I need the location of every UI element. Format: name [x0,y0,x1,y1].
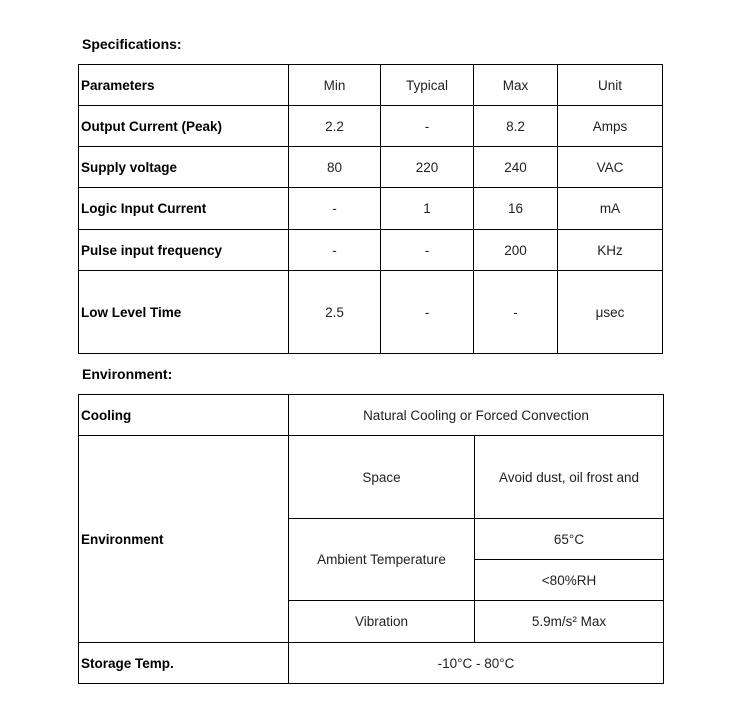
cell-unit: μsec [558,271,663,354]
row-label: Pulse input frequency [79,230,289,271]
table-row [79,147,663,188]
space-value: Avoid dust, oil frost and [475,436,664,519]
cell-max: 16 [474,188,558,230]
cell-unit: VAC [558,147,663,188]
cell-typical: - [381,230,474,271]
table-header-row [79,65,663,106]
table-row [79,271,663,354]
table-row [79,230,663,271]
cell-max: 200 [474,230,558,271]
row-label: Low Level Time [79,271,289,354]
row-label: Output Current (Peak) [79,106,289,147]
cell-unit: Amps [558,106,663,147]
cell-min: 2.2 [289,106,381,147]
vibration-value: 5.9m/s² Max [475,601,664,643]
cooling-row [79,395,664,436]
cell-min: 80 [289,147,381,188]
cell-typical: - [381,106,474,147]
ambient-humidity-value: <80%RH [475,560,664,601]
cell-max: 240 [474,147,558,188]
specifications-table [78,64,663,354]
vibration-label: Vibration [289,601,475,643]
storage-row [79,643,664,684]
specifications-heading: Specifications: [82,36,182,52]
cell-typical: - [381,271,474,354]
cooling-value: Natural Cooling or Forced Convection [289,395,664,436]
storage-value: -10°C - 80°C [289,643,664,684]
cell-unit: KHz [558,230,663,271]
cell-typical: 1 [381,188,474,230]
table-row [79,188,663,230]
cell-min: 2.5 [289,271,381,354]
table-row [79,106,663,147]
header-parameters: Parameters [79,65,289,106]
cell-min: - [289,188,381,230]
environment-table [78,394,664,684]
space-row [79,436,664,519]
environment-heading: Environment: [82,366,173,382]
cell-max: 8.2 [474,106,558,147]
cooling-label: Cooling [79,395,289,436]
header-typical: Typical [381,65,474,106]
cell-typical: 220 [381,147,474,188]
ambient-temp-value: 65°C [475,519,664,560]
row-label: Supply voltage [79,147,289,188]
header-min: Min [289,65,381,106]
ambient-label: Ambient Temperature [289,519,475,601]
row-label: Logic Input Current [79,188,289,230]
storage-label: Storage Temp. [79,643,289,684]
cell-unit: mA [558,188,663,230]
header-max: Max [474,65,558,106]
cell-min: - [289,230,381,271]
space-label: Space [289,436,475,519]
cell-max: - [474,271,558,354]
environment-label: Environment [79,436,289,643]
header-unit: Unit [558,65,663,106]
